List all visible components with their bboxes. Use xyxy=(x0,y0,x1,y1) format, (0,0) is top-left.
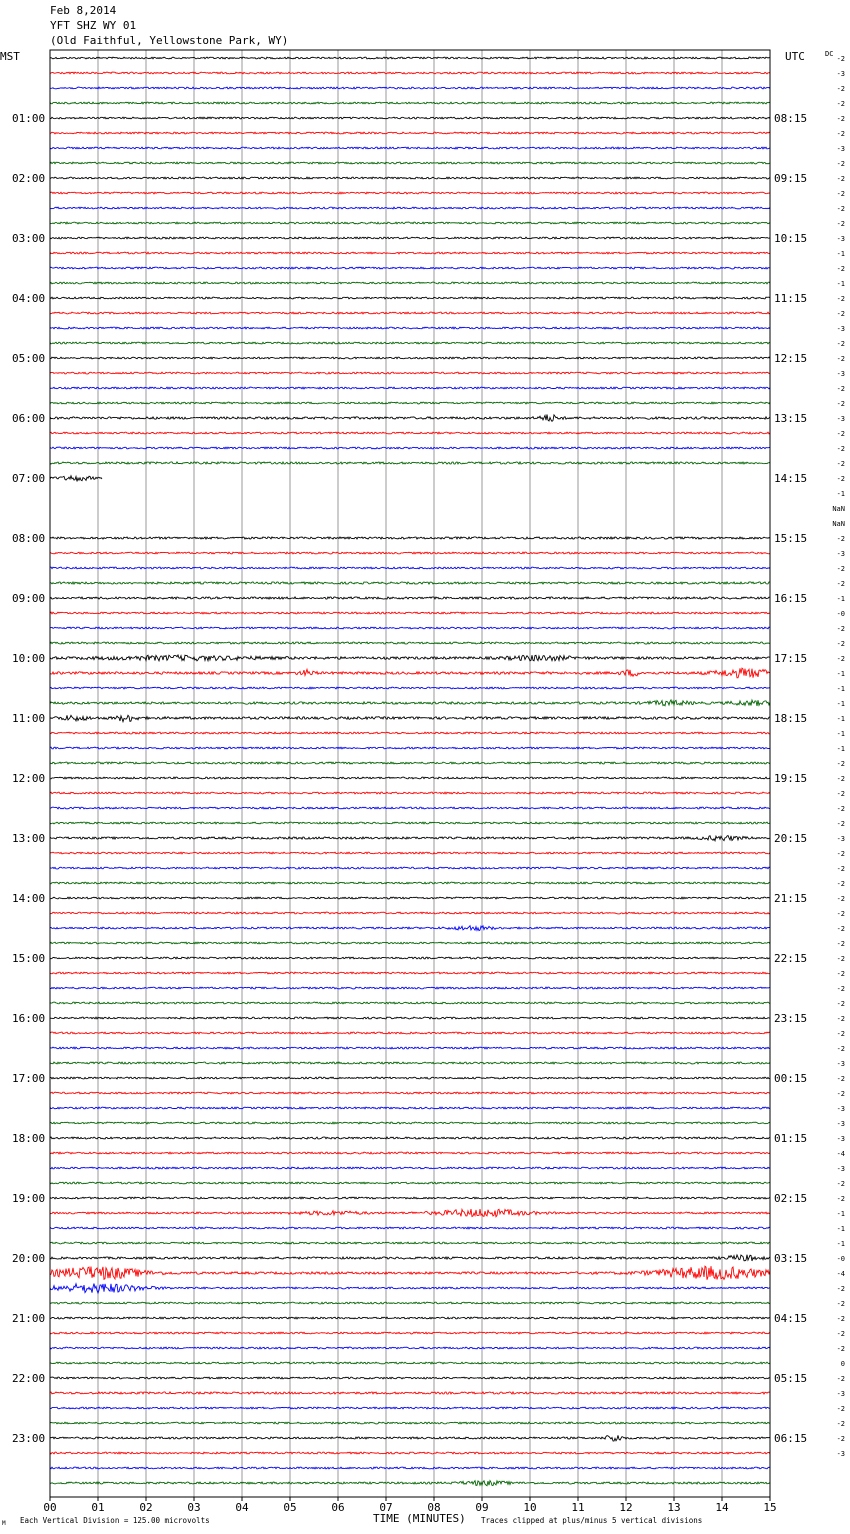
dc-offset-label: -0 xyxy=(836,1255,845,1263)
dc-offset-label: -2 xyxy=(836,1000,845,1008)
x-tick-label: 06 xyxy=(331,1501,345,1514)
dc-offset-label: -2 xyxy=(836,940,845,948)
trace-row xyxy=(50,897,770,899)
dc-offset-label: -2 xyxy=(836,1195,845,1203)
dc-offset-label: -2 xyxy=(836,355,845,363)
left-hour-label: 18:00 xyxy=(12,1132,46,1145)
dc-offset-label: -2 xyxy=(836,925,845,933)
trace-row xyxy=(50,1255,770,1261)
trace-row xyxy=(50,402,770,404)
trace-row xyxy=(50,957,770,959)
dc-offset-label: -2 xyxy=(836,205,845,213)
dc-offset-label: -2 xyxy=(836,1285,845,1293)
dc-offset-label: -2 xyxy=(836,340,845,348)
trace-row xyxy=(50,582,770,584)
trace-row xyxy=(50,1242,770,1244)
left-hour-label: 03:00 xyxy=(12,232,46,245)
trace-row xyxy=(50,387,770,389)
dc-offset-label: -3 xyxy=(836,235,845,243)
left-hour-label: 19:00 xyxy=(12,1192,46,1205)
trace-row xyxy=(50,1302,770,1304)
right-hour-label: 16:15 xyxy=(774,592,808,605)
trace-row xyxy=(50,297,770,299)
dc-offset-label: -2 xyxy=(836,580,845,588)
dc-offset-label: -1 xyxy=(836,490,845,498)
trace-row xyxy=(50,1209,770,1217)
trace-row xyxy=(50,807,770,809)
trace-row xyxy=(50,912,770,914)
dc-offset-label: -2 xyxy=(836,655,845,663)
x-tick-label: 05 xyxy=(283,1501,297,1514)
right-hour-label: 01:15 xyxy=(774,1132,808,1145)
dc-offset-label: -2 xyxy=(836,295,845,303)
trace-row xyxy=(50,476,102,482)
trace-row xyxy=(50,1227,770,1229)
plot-border xyxy=(50,50,770,1497)
trace-row xyxy=(50,1197,770,1199)
trace-row xyxy=(50,1062,770,1064)
dc-offset-label: -2 xyxy=(836,1075,845,1083)
dc-offset-label: -2 xyxy=(836,175,845,183)
trace-row xyxy=(50,642,770,644)
dc-offset-label: -2 xyxy=(836,55,845,63)
x-axis-title: TIME (MINUTES) xyxy=(373,1512,466,1525)
left-timezone-label: MST xyxy=(0,50,20,63)
dc-offset-label: -3 xyxy=(836,1390,845,1398)
trace-row xyxy=(50,1317,770,1319)
dc-offset-label: -3 xyxy=(836,370,845,378)
trace-row xyxy=(50,1422,770,1424)
trace-row xyxy=(50,357,770,359)
trace-row xyxy=(50,447,770,449)
trace-row xyxy=(50,762,770,764)
left-hour-label: 20:00 xyxy=(12,1252,46,1265)
x-tick-label: 07 xyxy=(379,1501,393,1514)
left-hour-label: 17:00 xyxy=(12,1072,46,1085)
x-tick-label: 13 xyxy=(667,1501,681,1514)
x-tick-label: 03 xyxy=(187,1501,201,1514)
dc-offset-label: -2 xyxy=(836,430,845,438)
dc-offset-label: -2 xyxy=(836,625,845,633)
trace-row xyxy=(50,372,770,374)
trace-row xyxy=(50,147,770,149)
left-hour-label: 15:00 xyxy=(12,952,46,965)
trace-row xyxy=(50,942,770,944)
right-hour-label: 06:15 xyxy=(774,1432,808,1445)
x-tick-label: 12 xyxy=(619,1501,633,1514)
dc-offset-label: -2 xyxy=(836,385,845,393)
dc-offset-label: -2 xyxy=(836,85,845,93)
x-tick-label: 00 xyxy=(43,1501,57,1514)
trace-row xyxy=(50,1377,770,1379)
right-hour-label: 02:15 xyxy=(774,1192,808,1205)
dc-offset-label: -2 xyxy=(836,910,845,918)
dc-offset-label: -2 xyxy=(836,865,845,873)
trace-row xyxy=(50,282,770,284)
dc-offset-label: -2 xyxy=(836,460,845,468)
x-tick-label: 01 xyxy=(91,1501,105,1514)
dc-offset-label: NaN xyxy=(832,520,845,528)
left-hour-label: 06:00 xyxy=(12,412,46,425)
right-hour-label: 05:15 xyxy=(774,1372,808,1385)
plot-frame xyxy=(50,50,770,1497)
x-tick-label: 10 xyxy=(523,1501,537,1514)
scale-note: Each Vertical Division = 125.00 microvolts xyxy=(20,1516,210,1525)
left-hour-label: 09:00 xyxy=(12,592,46,605)
dc-offset-label: -2 xyxy=(836,160,845,168)
dc-offset-label: -3 xyxy=(836,1135,845,1143)
dc-offset-label: -0 xyxy=(836,610,845,618)
trace-row xyxy=(50,1435,770,1441)
left-hour-label: 14:00 xyxy=(12,892,46,905)
dc-offset-label: -2 xyxy=(836,805,845,813)
trace-row xyxy=(50,462,770,464)
trace-row xyxy=(50,668,770,678)
dc-offset-label: -2 xyxy=(836,445,845,453)
dc-offset-label: -2 xyxy=(836,220,845,228)
dc-offset-label: -4 xyxy=(836,1270,845,1278)
station-code: YFT SHZ WY 01 xyxy=(50,19,137,32)
dc-offset-label: -4 xyxy=(836,1150,845,1158)
trace-row xyxy=(50,732,770,734)
dc-offset-label: -2 xyxy=(836,475,845,483)
trace-row xyxy=(50,1347,770,1349)
dc-offset-label: -1 xyxy=(836,1240,845,1248)
dc-offset-label: -2 xyxy=(836,130,845,138)
left-hour-label: 11:00 xyxy=(12,712,46,725)
trace-row xyxy=(50,177,770,179)
left-hour-label: 10:00 xyxy=(12,652,46,665)
dc-offset-label: -2 xyxy=(836,790,845,798)
right-hour-label: 17:15 xyxy=(774,652,808,665)
left-hour-label: 13:00 xyxy=(12,832,46,845)
trace-row xyxy=(50,612,770,614)
dc-offset-label: -1 xyxy=(836,1210,845,1218)
dc-offset-label: -2 xyxy=(836,1180,845,1188)
trace-row xyxy=(50,926,770,931)
clip-note: Traces clipped at plus/minus 5 vertical divisions xyxy=(481,1516,703,1525)
left-hour-label: 08:00 xyxy=(12,532,46,545)
dc-offset-label: -2 xyxy=(836,1345,845,1353)
trace-row xyxy=(50,1032,770,1034)
right-hour-label: 03:15 xyxy=(774,1252,808,1265)
x-tick-label: 11 xyxy=(571,1501,585,1514)
trace-row xyxy=(50,1092,770,1094)
x-tick-label: 04 xyxy=(235,1501,249,1514)
trace-row xyxy=(50,267,770,269)
dc-offset-label: NaN xyxy=(832,505,845,513)
trace-row xyxy=(50,1152,770,1154)
trace-row xyxy=(50,1284,770,1294)
trace-row xyxy=(50,747,770,749)
dc-offset-label: -2 xyxy=(836,1420,845,1428)
right-hour-label: 14:15 xyxy=(774,472,808,485)
trace-row xyxy=(50,822,770,824)
dc-offset-label: -1 xyxy=(836,685,845,693)
dc-offset-label: -3 xyxy=(836,550,845,558)
right-hour-label: 20:15 xyxy=(774,832,808,845)
trace-row xyxy=(50,252,770,254)
dc-offset-label: -1 xyxy=(836,730,845,738)
left-hour-label: 05:00 xyxy=(12,352,46,365)
dc-offset-label: -2 xyxy=(836,115,845,123)
trace-row xyxy=(50,1481,770,1486)
trace-row xyxy=(50,342,770,344)
trace-row xyxy=(50,237,770,239)
trace-row xyxy=(50,1332,770,1334)
left-hour-label: 07:00 xyxy=(12,472,46,485)
trace-row xyxy=(50,700,770,706)
dc-offset-label: -2 xyxy=(836,850,845,858)
dc-offset-label: -2 xyxy=(836,1330,845,1338)
right-hour-label: 08:15 xyxy=(774,112,808,125)
right-hour-label: 04:15 xyxy=(774,1312,808,1325)
left-hour-label: 23:00 xyxy=(12,1432,46,1445)
trace-row xyxy=(50,312,770,314)
trace-row xyxy=(50,777,770,779)
dc-offset-label: -1 xyxy=(836,1225,845,1233)
right-hour-label: 11:15 xyxy=(774,292,808,305)
trace-row xyxy=(50,867,770,869)
dc-offset-label: -2 xyxy=(836,310,845,318)
trace-row xyxy=(50,1452,770,1454)
left-hour-label: 01:00 xyxy=(12,112,46,125)
trace-row xyxy=(50,1017,770,1019)
seismic-traces xyxy=(50,57,770,1486)
axis-labels xyxy=(12,55,845,1514)
trace-row xyxy=(50,192,770,194)
dc-offset-label: -2 xyxy=(836,1315,845,1323)
trace-row xyxy=(50,972,770,974)
right-hour-label: 00:15 xyxy=(774,1072,808,1085)
dc-offset-label: -3 xyxy=(836,1165,845,1173)
dc-offset-label: -2 xyxy=(836,895,845,903)
right-hour-label: 21:15 xyxy=(774,892,808,905)
dc-offset-label: -2 xyxy=(836,100,845,108)
dc-offset-label: -2 xyxy=(836,970,845,978)
trace-row xyxy=(50,852,770,854)
dc-offset-label: -3 xyxy=(836,415,845,423)
trace-row xyxy=(50,222,770,224)
dc-offset-label: -2 xyxy=(836,1405,845,1413)
trace-row xyxy=(50,1107,770,1109)
dc-offset-label: -3 xyxy=(836,835,845,843)
trace-row xyxy=(50,102,770,104)
trace-row xyxy=(50,1122,770,1124)
dc-offset-label: -3 xyxy=(836,1450,845,1458)
trace-row xyxy=(50,207,770,209)
trace-row xyxy=(50,627,770,629)
dc-offset-label: -1 xyxy=(836,250,845,258)
dc-offset-label: -2 xyxy=(836,265,845,273)
trace-row xyxy=(50,162,770,164)
right-hour-label: 19:15 xyxy=(774,772,808,785)
left-hour-label: 12:00 xyxy=(12,772,46,785)
right-hour-label: 15:15 xyxy=(774,532,808,545)
dc-offset-label: -2 xyxy=(836,400,845,408)
right-hour-label: 13:15 xyxy=(774,412,808,425)
left-hour-label: 22:00 xyxy=(12,1372,46,1385)
dc-offset-label: -2 xyxy=(836,955,845,963)
trace-row xyxy=(50,597,770,599)
right-hour-label: 18:15 xyxy=(774,712,808,725)
dc-offset-label: -2 xyxy=(836,1435,845,1443)
trace-row xyxy=(50,1362,770,1364)
right-hour-label: 22:15 xyxy=(774,952,808,965)
trace-row xyxy=(50,792,770,794)
station-location: (Old Faithful, Yellowstone Park, WY) xyxy=(50,34,289,47)
x-tick-label: 14 xyxy=(715,1501,729,1514)
trace-row xyxy=(50,1467,770,1469)
dc-offset-label: -2 xyxy=(836,820,845,828)
dc-offset-label: -1 xyxy=(836,700,845,708)
right-hour-label: 23:15 xyxy=(774,1012,808,1025)
trace-row xyxy=(50,1077,770,1079)
trace-row xyxy=(50,1047,770,1049)
corner-mark: M xyxy=(2,1520,6,1527)
trace-row xyxy=(50,836,770,841)
left-hour-label: 21:00 xyxy=(12,1312,46,1325)
trace-row xyxy=(50,567,770,569)
trace-row xyxy=(50,715,770,721)
trace-row xyxy=(50,552,770,554)
trace-row xyxy=(50,882,770,884)
x-tick-label: 02 xyxy=(139,1501,153,1514)
dc-offset-label: -2 xyxy=(836,775,845,783)
dc-offset-label: -3 xyxy=(836,325,845,333)
dc-offset-label: -3 xyxy=(836,145,845,153)
right-hour-label: 10:15 xyxy=(774,232,808,245)
dc-offset-label: -2 xyxy=(836,535,845,543)
trace-row xyxy=(50,1407,770,1409)
dc-offset-label: -2 xyxy=(836,640,845,648)
dc-offset-label: 0 xyxy=(840,1360,845,1368)
dc-offset-label: -2 xyxy=(836,985,845,993)
dc-offset-label: -3 xyxy=(836,1105,845,1113)
left-hour-label: 04:00 xyxy=(12,292,46,305)
dc-column-label: DC xyxy=(825,50,834,58)
trace-row xyxy=(50,537,770,539)
trace-row xyxy=(50,72,770,74)
dc-offset-label: -1 xyxy=(836,595,845,603)
dc-offset-label: -2 xyxy=(836,760,845,768)
dc-offset-label: -2 xyxy=(836,1045,845,1053)
trace-row xyxy=(50,132,770,134)
trace-row xyxy=(50,117,770,119)
dc-offset-label: -2 xyxy=(836,190,845,198)
x-tick-label: 09 xyxy=(475,1501,489,1514)
left-hour-label: 02:00 xyxy=(12,172,46,185)
dc-offset-label: -2 xyxy=(836,1090,845,1098)
trace-row xyxy=(50,432,770,434)
dc-offset-label: -1 xyxy=(836,280,845,288)
trace-row xyxy=(50,655,770,661)
trace-row xyxy=(50,687,770,689)
right-timezone-label: UTC xyxy=(785,50,805,63)
trace-row xyxy=(50,57,770,59)
right-hour-label: 09:15 xyxy=(774,172,808,185)
trace-row xyxy=(50,1182,770,1184)
x-tick-label: 15 xyxy=(763,1501,777,1514)
dc-offset-label: -1 xyxy=(836,745,845,753)
dc-offset-label: -2 xyxy=(836,880,845,888)
dc-offset-label: -1 xyxy=(836,715,845,723)
dc-offset-label: -3 xyxy=(836,1060,845,1068)
right-hour-label: 12:15 xyxy=(774,352,808,365)
trace-row xyxy=(50,1167,770,1169)
left-hour-label: 16:00 xyxy=(12,1012,46,1025)
trace-row xyxy=(50,1392,770,1394)
trace-row xyxy=(50,414,770,421)
x-tick-label: 08 xyxy=(427,1501,441,1514)
trace-row xyxy=(50,987,770,989)
trace-row xyxy=(50,1002,770,1004)
dc-offset-label: -2 xyxy=(836,565,845,573)
trace-row xyxy=(50,327,770,329)
trace-row xyxy=(50,87,770,89)
record-date: Feb 8,2014 xyxy=(50,4,117,17)
dc-offset-label: -3 xyxy=(836,70,845,78)
dc-offset-label: -1 xyxy=(836,670,845,678)
trace-row xyxy=(50,1266,770,1280)
dc-offset-label: -3 xyxy=(836,1120,845,1128)
trace-row xyxy=(50,1137,770,1139)
dc-offset-label: -2 xyxy=(836,1300,845,1308)
dc-offset-label: -2 xyxy=(836,1015,845,1023)
dc-offset-label: -2 xyxy=(836,1375,845,1383)
dc-offset-label: -2 xyxy=(836,1030,845,1038)
